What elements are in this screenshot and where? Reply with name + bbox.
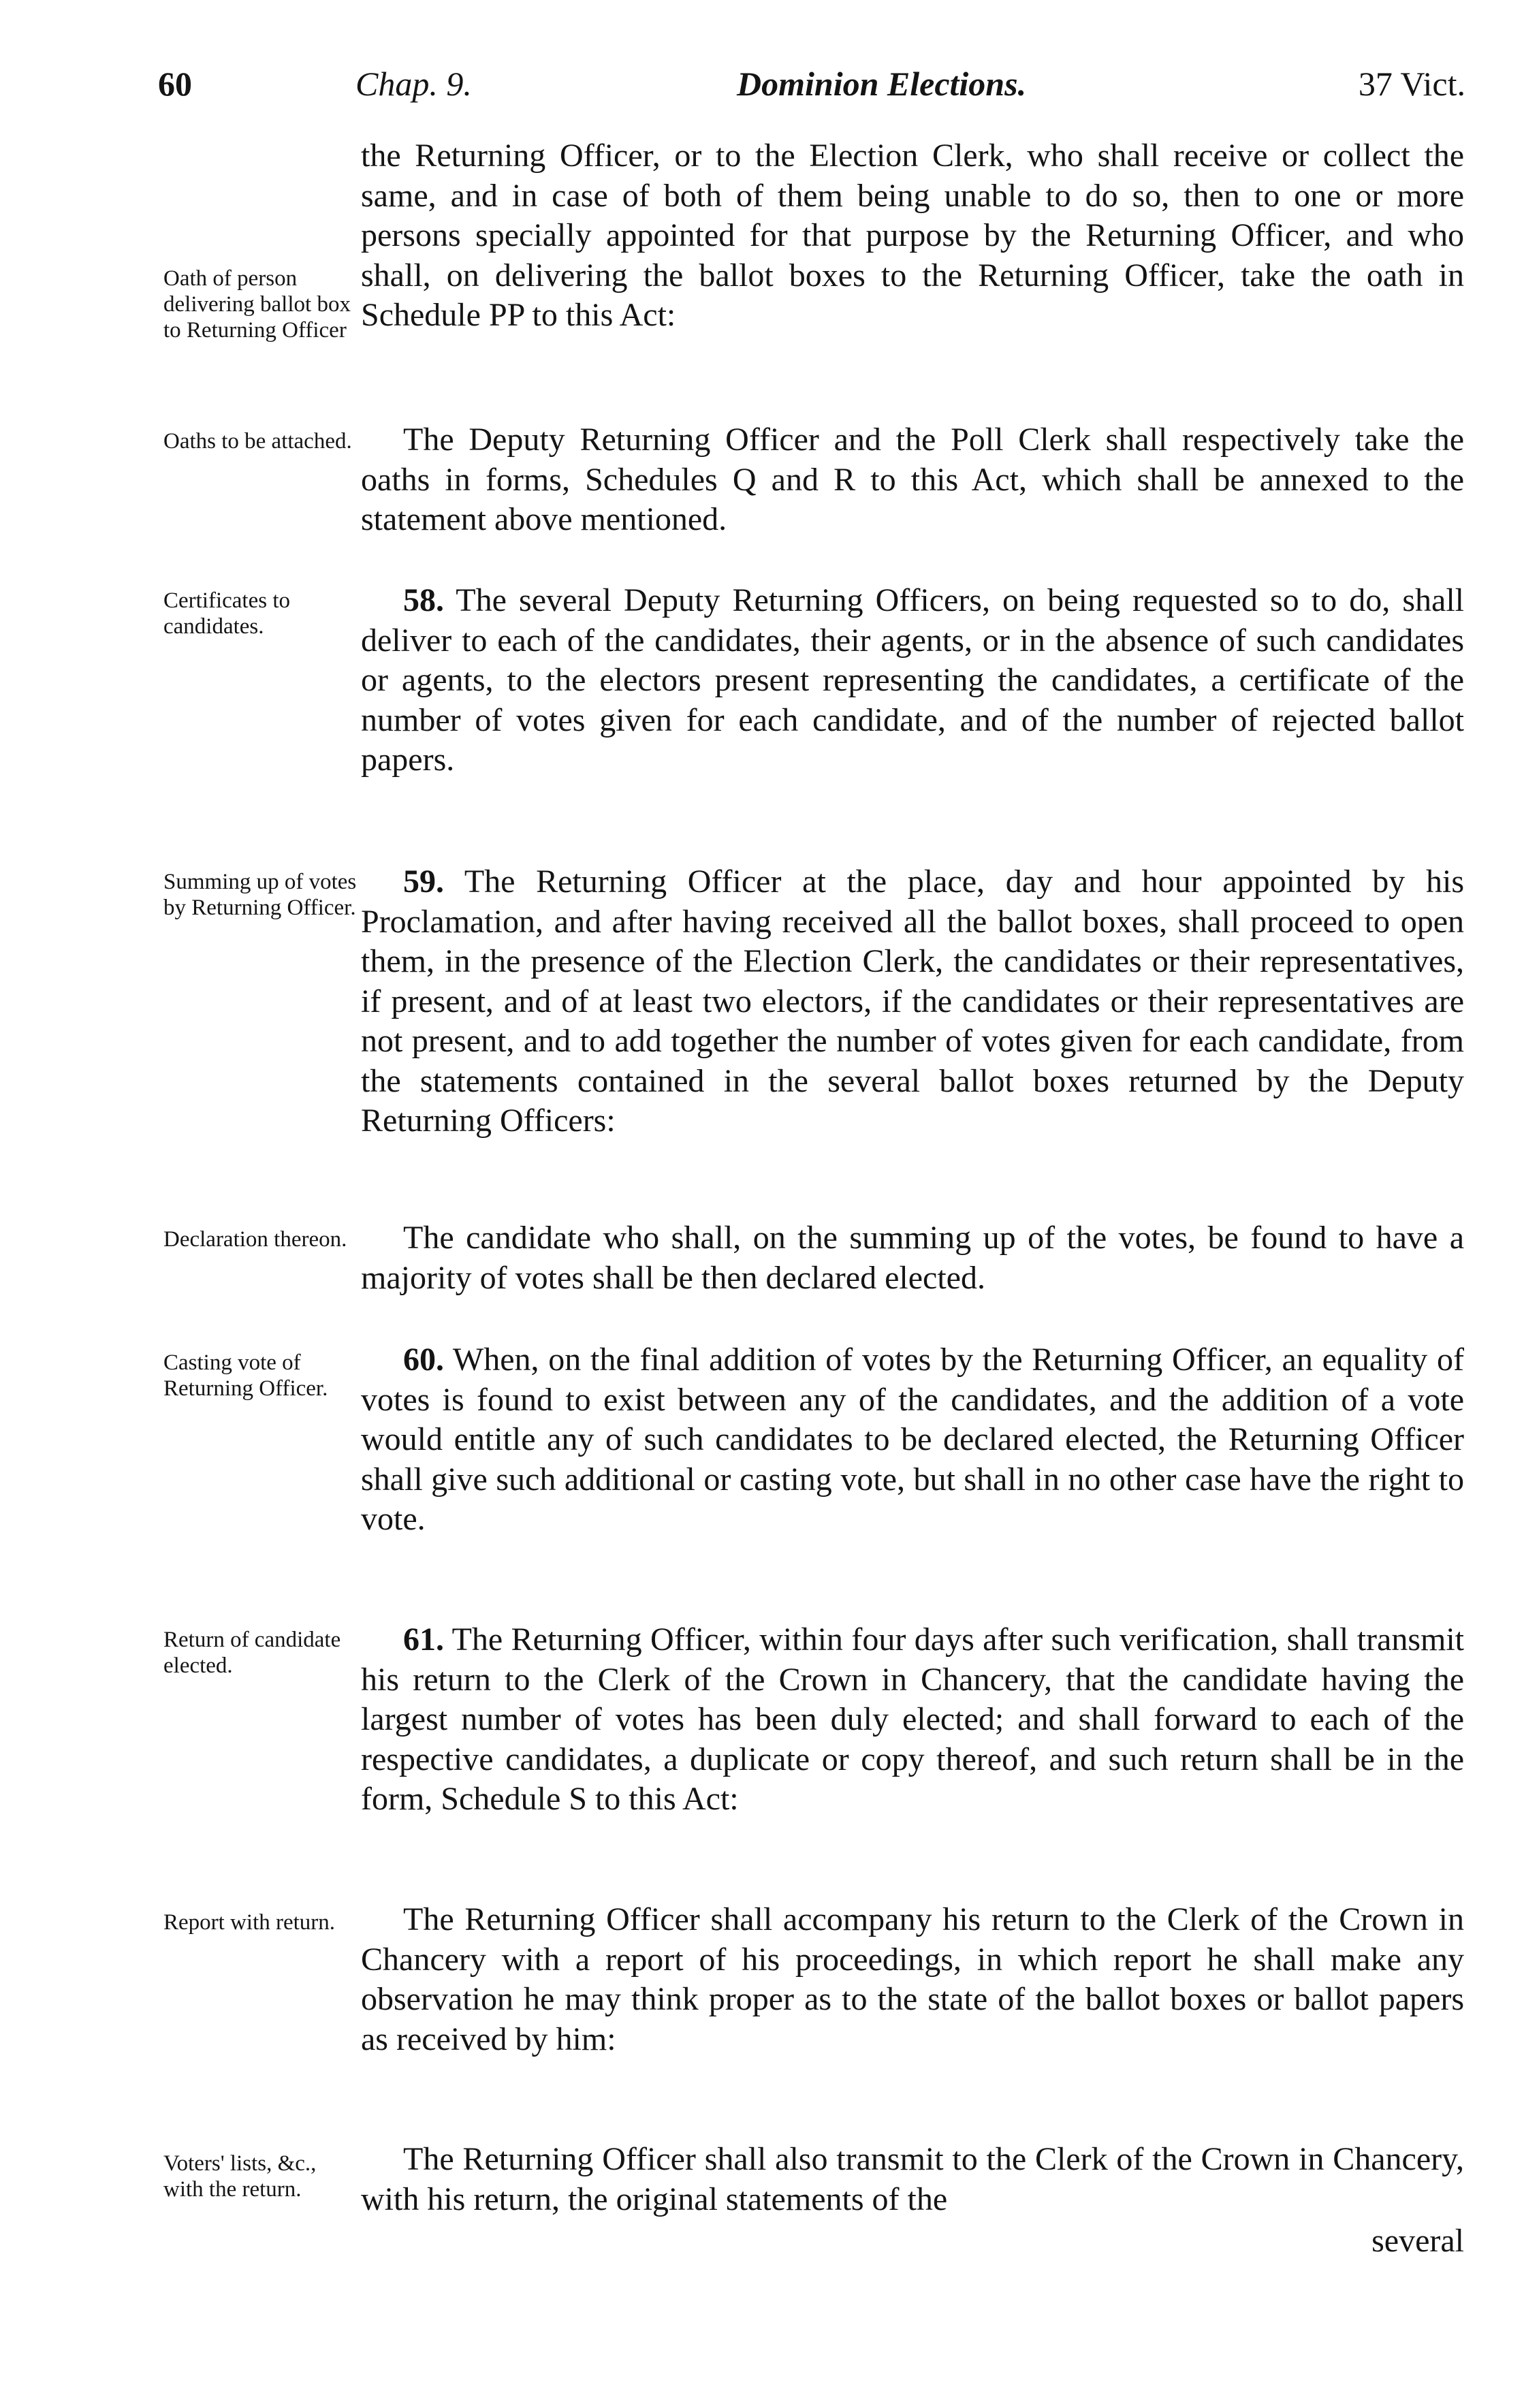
- section-number: 61.: [403, 1621, 444, 1658]
- margin-note: Declaration thereon.: [163, 1227, 347, 1252]
- section-text: [361, 581, 1464, 780]
- page-number: 60: [158, 65, 192, 103]
- margin-note: Certificates to candidates.: [163, 588, 291, 639]
- section-body: The Deputy Returning Officer and the Poll Clerk shall respectively take the oaths in forms, Schedules Q and R to this Act, which shall be annexed to the statement above mentioned.: [361, 422, 1464, 537]
- section-text: [361, 1218, 1464, 1298]
- section-text: [361, 420, 1464, 540]
- section-body: The several Deputy Returning Officers, on being requested so to do, shall deliver to each of the candidates, their agents, or in the absence of such candidates or agents, to the electors present representing the candidates, a certificate of the number of votes given for each candidate, and of the number of rejected ballot papers.: [361, 582, 1465, 778]
- section-text: [361, 1900, 1464, 2059]
- margin-note: Oath of person delivering ballot box to Returning Officer: [163, 266, 351, 343]
- section-body: The Returning Officer shall also transmit to the Clerk of the Crown in Chancery, with his return, the original statements of the: [361, 2141, 1464, 2217]
- section-body: the Returning Officer, or to the Election Clerk, who shall receive or collect the same, and in case of both of them being unable to do so, then to one or more persons specially appointed for that purpose by the Returning Officer, and who shall, on delivering the ballot boxes to the Returning Officer, take the oath in Schedule PP to this Act:: [361, 138, 1464, 333]
- margin-note: Casting vote of Returning Officer.: [163, 1350, 328, 1401]
- regnal-year: 37 Vict.: [1358, 65, 1465, 103]
- catchword: several: [1371, 2223, 1464, 2259]
- section-body: When, on the final addition of votes by the Returning Officer, an equality of votes is found to exist between any of the candidates, and the addition of a vote would entitle any of such candidates to be declared elected, the Returning Officer shall give such additional or casting vote, but shall in no other case have the right to vote.: [361, 1342, 1464, 1537]
- section-body: The candidate who shall, on the summing up of the votes, be found to have a majority of votes shall be then declared elected.: [361, 1220, 1464, 1296]
- margin-note: Report with return.: [163, 1910, 336, 1935]
- margin-note: Voters' lists, &c., with the return.: [163, 2151, 317, 2202]
- section-number: 60.: [403, 1342, 444, 1378]
- section-text: [361, 2140, 1464, 2219]
- chapter-label: Chap. 9.: [355, 65, 472, 103]
- section-body: The Returning Officer shall accompany his return to the Clerk of the Crown in Chancery with a report of his proceedings, in which report he shall make any observation he may think proper as to the state of the ballot boxes or ballot papers as received by him:: [361, 1901, 1464, 2057]
- margin-note: Return of candidate elected.: [163, 1628, 341, 1678]
- section-body: The Returning Officer at the place, day and hour appointed by his Proclamation, and after having received all the ballot boxes, shall proceed to open them, in the presence of the Election Clerk, the candidates or their representatives, if present, and of at least two electors, if the candidates or their representatives are not present, and to add together the number of votes given for each candidate, from the statements contained in the several ballot boxes returned by the Deputy Returning Officers:: [361, 864, 1464, 1139]
- section-body: The Returning Officer, within four days after such verification, shall transmit his return to the Clerk of the Crown in Chancery, that the candidate having the largest number of votes has been duly elected; and shall forward to each of the respective candidates, a duplicate or copy thereof, and such return shall be in the form, Schedule S to this Act:: [361, 1621, 1465, 1817]
- running-title: Dominion Elections.: [737, 65, 1027, 103]
- page-header: [158, 53, 1465, 114]
- section-number: 58.: [403, 582, 444, 618]
- section-text: [361, 1340, 1464, 1540]
- section-text: [361, 136, 1464, 336]
- margin-note: Summing up of votes by Returning Officer.: [163, 870, 357, 920]
- section-text: [361, 1620, 1464, 1820]
- margin-note: Oaths to be attached.: [163, 429, 352, 454]
- section-number: 59.: [403, 864, 444, 900]
- section-text: [361, 862, 1464, 1141]
